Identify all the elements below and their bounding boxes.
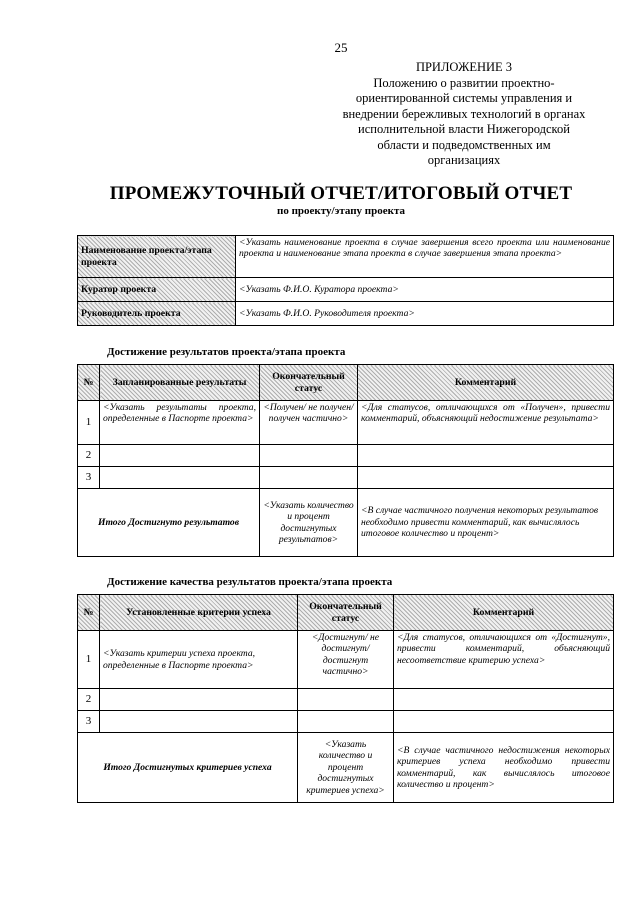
quality-header-row bbox=[78, 595, 614, 631]
table-row bbox=[78, 467, 614, 489]
info-value: <Указать Ф.И.О. Руководителя проекта> bbox=[236, 302, 614, 326]
result-comment bbox=[358, 445, 614, 467]
total-status: <Указать количество и процент достигнутых критериев успеха> bbox=[298, 733, 394, 803]
header-status: Окончательный статус bbox=[260, 365, 358, 401]
project-info-table bbox=[77, 235, 614, 326]
result-status: <Получен/ не получен/ получен частично> bbox=[260, 401, 358, 445]
info-label: Руководитель проекта bbox=[78, 302, 236, 326]
header-num: № bbox=[78, 595, 100, 631]
result-status bbox=[260, 467, 358, 489]
info-label: Наименование проекта/этапа проекта bbox=[78, 236, 236, 278]
table-row bbox=[78, 445, 614, 467]
result-comment: <Для статусов, отличающихся от «Получен», привести комментарий, объясняющий недостижение результата> bbox=[358, 401, 614, 445]
page-subtitle: по проекту/этапу проекта bbox=[276, 205, 406, 217]
total-comment: <В случае частичного недостижения некоторых критериев успеха необходимо привести комментарий, как вычислялось итоговое количество и процент> bbox=[394, 733, 614, 803]
success-criteria bbox=[100, 711, 298, 733]
row-number: 1 bbox=[78, 631, 100, 689]
results-total-row bbox=[78, 489, 614, 557]
results-table bbox=[77, 364, 614, 557]
page-title: ПРОМЕЖУТОЧНЫЙ ОТЧЕТ/ИТОГОВЫЙ ОТЧЕТ bbox=[109, 183, 573, 204]
appendix-line: области и подведомственных им bbox=[377, 137, 551, 152]
table-row bbox=[78, 711, 614, 733]
total-label: Итого Достигнутых критериев успеха bbox=[78, 733, 298, 803]
row-number: 3 bbox=[78, 467, 100, 489]
header-num: № bbox=[78, 365, 100, 401]
total-label: Итого Достигнуто результатов bbox=[78, 489, 260, 557]
table-row bbox=[78, 631, 614, 689]
table-row bbox=[78, 689, 614, 711]
criteria-comment: <Для статусов, отличающихся от «Достигнут», привести комментарий, объясняющий несоответствие критерию успеха> bbox=[394, 631, 614, 689]
info-value: <Указать наименование проекта в случае завершения всего проекта или наименование проекта и наименование этапа проекта в случае завершения этапа проекта> bbox=[236, 236, 614, 278]
total-status: <Указать количество и процент достигнутых результатов> bbox=[260, 489, 358, 557]
row-number: 2 bbox=[78, 445, 100, 467]
table-row bbox=[78, 401, 614, 445]
header-comment: Комментарий bbox=[358, 365, 614, 401]
criteria-status bbox=[298, 711, 394, 733]
results-section-title: Достижение результатов проекта/этапа проекта bbox=[107, 346, 346, 358]
header-comment: Комментарий bbox=[394, 595, 614, 631]
quality-table bbox=[77, 594, 614, 803]
appendix-label: ПРИЛОЖЕНИЕ 3 bbox=[415, 60, 513, 74]
info-row-manager bbox=[78, 302, 614, 326]
results-header-row bbox=[78, 365, 614, 401]
criteria-comment bbox=[394, 689, 614, 711]
header-status: Окончательный статус bbox=[298, 595, 394, 631]
result-status bbox=[260, 445, 358, 467]
row-number: 3 bbox=[78, 711, 100, 733]
success-criteria bbox=[100, 689, 298, 711]
info-value: <Указать Ф.И.О. Куратора проекта> bbox=[236, 278, 614, 302]
header-planned: Запланированные результаты bbox=[100, 365, 260, 401]
appendix-line: ориентированной системы управления и bbox=[355, 91, 573, 105]
header-criteria: Установленные критерии успеха bbox=[100, 595, 298, 631]
appendix-block bbox=[340, 60, 588, 169]
total-comment: <В случае частичного получения некоторых результатов необходимо привести комментарий, как вычислялось итоговое количество и процент> bbox=[358, 489, 614, 557]
info-row-project-name bbox=[78, 236, 614, 278]
success-criteria: <Указать критерии успеха проекта, определенные в Паспорте проекта> bbox=[100, 631, 298, 689]
row-number: 2 bbox=[78, 689, 100, 711]
planned-result bbox=[100, 467, 260, 489]
planned-result: <Указать результаты проекта, определенные в Паспорте проекта> bbox=[100, 401, 260, 445]
appendix-line: организациях bbox=[427, 153, 501, 167]
criteria-status bbox=[298, 689, 394, 711]
page-number: 25 bbox=[334, 40, 348, 55]
info-label: Куратор проекта bbox=[78, 278, 236, 302]
row-number: 1 bbox=[78, 401, 100, 445]
info-row-curator bbox=[78, 278, 614, 302]
result-comment bbox=[358, 467, 614, 489]
appendix-line: внедрении бережливых технологий в органах bbox=[342, 106, 586, 121]
criteria-comment bbox=[394, 711, 614, 733]
planned-result bbox=[100, 445, 260, 467]
quality-total-row bbox=[78, 733, 614, 803]
quality-section-title: Достижение качества результатов проекта/этапа проекта bbox=[107, 576, 393, 588]
criteria-status: <Достигнут/ не достигнут/ достигнут частично> bbox=[298, 631, 394, 689]
appendix-line: Положению о развитии проектно- bbox=[373, 75, 555, 90]
appendix-line: исполнительной власти Нижегородской bbox=[358, 122, 570, 136]
